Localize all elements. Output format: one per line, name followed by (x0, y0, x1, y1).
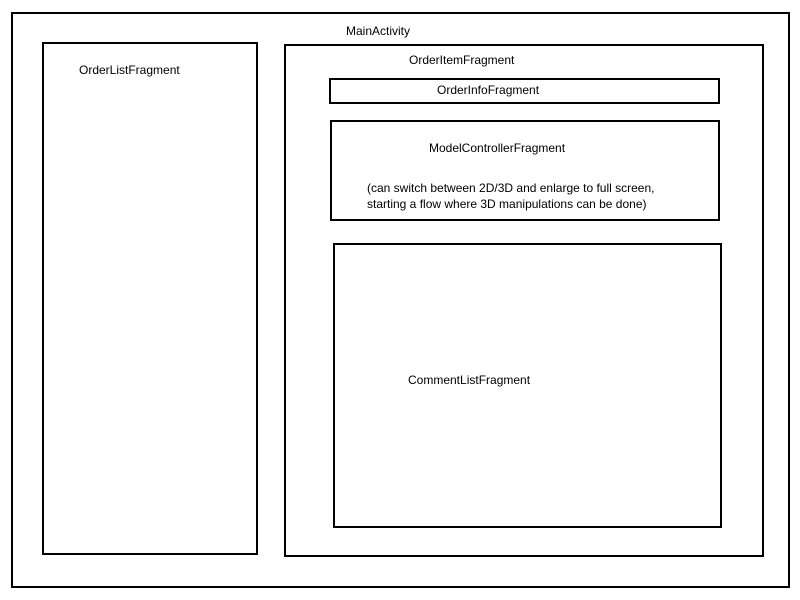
order-list-fragment-label: OrderListFragment (79, 63, 180, 77)
model-controller-fragment-label: ModelControllerFragment (429, 141, 566, 155)
comment-list-fragment-label: CommentListFragment (408, 373, 531, 387)
main-activity-label: MainActivity (346, 24, 411, 38)
order-item-fragment-label: OrderItemFragment (409, 53, 515, 67)
description-line-2: starting a flow where 3D manipulations can be done) (367, 197, 647, 211)
order-list-fragment-box (42, 42, 258, 555)
description-line-1: (can switch between 2D/3D and enlarge to full screen, (367, 181, 655, 195)
model-controller-fragment-description (367, 180, 707, 212)
order-info-fragment-label: OrderInfoFragment (437, 83, 540, 97)
